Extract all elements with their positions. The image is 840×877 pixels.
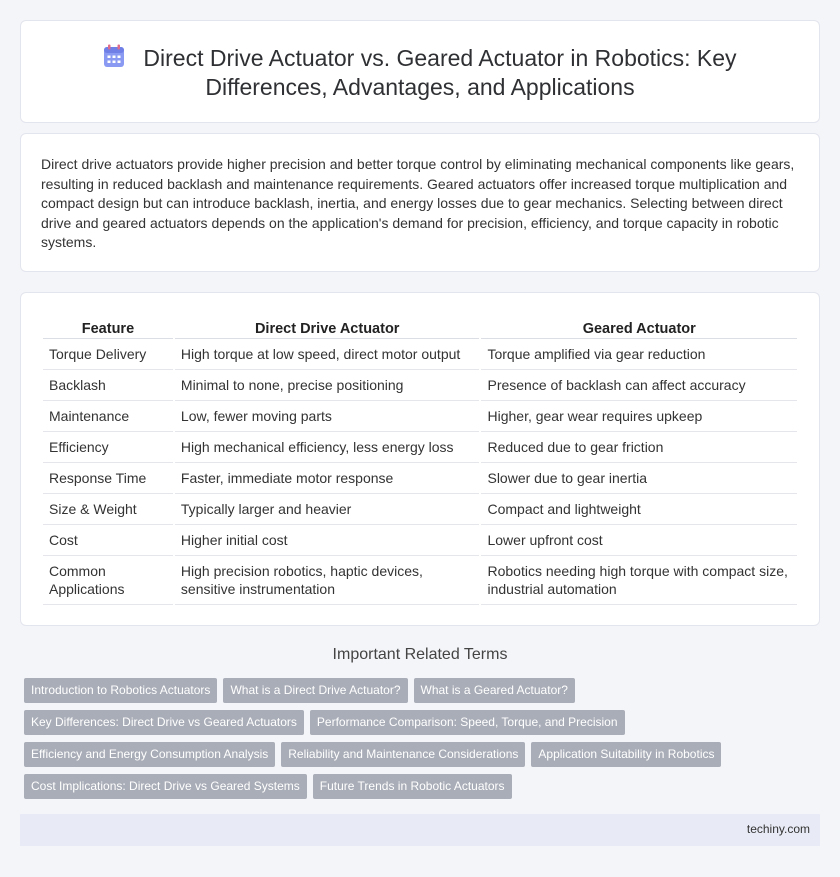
table-cell: High torque at low speed, direct motor output: [175, 339, 480, 370]
related-tag[interactable]: Application Suitability in Robotics: [531, 742, 721, 767]
related-tag[interactable]: Cost Implications: Direct Drive vs Geared Systems: [24, 774, 307, 799]
table-cell: Lower upfront cost: [481, 525, 797, 556]
related-tag[interactable]: Reliability and Maintenance Considerations: [281, 742, 525, 767]
related-tag[interactable]: Performance Comparison: Speed, Torque, and Precision: [310, 710, 625, 735]
intro-paragraph: Direct drive actuators provide higher precision and better torque control by eliminating mechanical components like gears, resulting in reduced backlash and maintenance requirements. Geared actuators offer increased torque multiplication and compact design but can introduce backlash, inertia, and energy losses due to gear mechanics. Selecting between direct drive and geared actuators depends on the application's demand for precision, efficiency, and torque capacity in robotic systems.: [41, 156, 795, 250]
table-cell: High mechanical efficiency, less energy loss: [175, 432, 480, 463]
intro-card: [20, 133, 820, 272]
comparison-table: [41, 315, 799, 605]
table-cell: Compact and lightweight: [481, 494, 797, 525]
table-cell: Higher, gear wear requires upkeep: [481, 401, 797, 432]
table-row: [43, 432, 797, 463]
table-cell: Faster, immediate motor response: [175, 463, 480, 494]
table-row: [43, 401, 797, 432]
footer-site-name[interactable]: techiny.com: [746, 822, 810, 836]
table-row: [43, 339, 797, 370]
table-cell: High precision robotics, haptic devices, sensitive instrumentation: [175, 556, 480, 605]
table-header-row: [43, 315, 797, 339]
table-cell: Reduced due to gear friction: [481, 432, 797, 463]
table-row: [43, 370, 797, 401]
title-wrap: [61, 44, 779, 102]
table-cell: Cost: [43, 525, 173, 556]
related-tags-row: [24, 710, 625, 735]
related-tag[interactable]: Introduction to Robotics Actuators: [24, 678, 217, 703]
table-cell: Maintenance: [43, 401, 173, 432]
comparison-card: [20, 292, 820, 626]
table-cell: Presence of backlash can affect accuracy: [481, 370, 797, 401]
header-direct-drive: Direct Drive Actuator: [175, 315, 480, 339]
related-tag[interactable]: Key Differences: Direct Drive vs Geared Actuators: [24, 710, 304, 735]
table-cell: Common Applications: [43, 556, 173, 605]
table-cell: Higher initial cost: [175, 525, 480, 556]
page-title: Direct Drive Actuator vs. Geared Actuator in Robotics: Key Differences, Advantages, and Applications: [143, 45, 737, 100]
related-tags-row: [24, 774, 512, 799]
related-terms-heading: Important Related Terms: [332, 646, 508, 663]
table-cell: Backlash: [43, 370, 173, 401]
table-row: [43, 556, 797, 605]
related-tag[interactable]: Future Trends in Robotic Actuators: [313, 774, 512, 799]
related-tags-row: [24, 742, 721, 767]
calendar-grid-icon: [103, 44, 125, 68]
table-cell: Low, fewer moving parts: [175, 401, 480, 432]
table-row: [43, 525, 797, 556]
table-cell: Efficiency: [43, 432, 173, 463]
table-cell: Torque amplified via gear reduction: [481, 339, 797, 370]
table-cell: Minimal to none, precise positioning: [175, 370, 480, 401]
title-card: [20, 20, 820, 123]
related-tag[interactable]: Efficiency and Energy Consumption Analysis: [24, 742, 275, 767]
table-cell: Slower due to gear inertia: [481, 463, 797, 494]
table-cell: Size & Weight: [43, 494, 173, 525]
related-tag[interactable]: What is a Direct Drive Actuator?: [223, 678, 407, 703]
table-cell: Typically larger and heavier: [175, 494, 480, 525]
table-cell: Torque Delivery: [43, 339, 173, 370]
header-geared: Geared Actuator: [481, 315, 797, 339]
table-cell: Response Time: [43, 463, 173, 494]
table-cell: Robotics needing high torque with compact size, industrial automation: [481, 556, 797, 605]
table-row: [43, 494, 797, 525]
related-tag[interactable]: What is a Geared Actuator?: [414, 678, 575, 703]
table-row: [43, 463, 797, 494]
related-tags-row: [24, 678, 575, 703]
footer: [20, 814, 820, 846]
header-feature: Feature: [43, 315, 173, 339]
